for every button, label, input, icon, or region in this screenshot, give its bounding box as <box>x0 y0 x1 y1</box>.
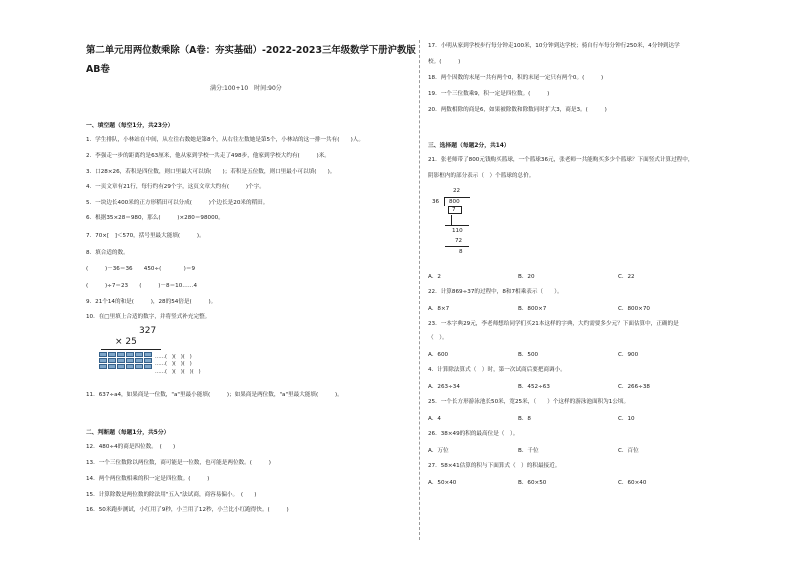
question-22-options <box>428 304 758 312</box>
section-true-false: 二、判断题（每题1分，共5分） <box>86 430 170 436</box>
question-3: 3．口28×26，若积是四位数，则口里最大可以填( )；若积是五位数，则口里最小可以填( )。 <box>86 169 336 175</box>
grid-cell <box>108 352 116 357</box>
option-b[interactable]: B．452÷63 <box>518 384 550 390</box>
question-6: 6．根据35×28＝980，那么( )×280＝98000。 <box>86 215 224 221</box>
option-b[interactable]: B．8 <box>518 416 531 422</box>
option-c[interactable]: C．800×70 <box>618 306 650 312</box>
grid-cell <box>135 352 143 357</box>
option-b[interactable]: B．60×50 <box>518 480 547 486</box>
option-a[interactable]: A．8×7 <box>428 306 450 312</box>
question-24-options <box>428 382 758 390</box>
ld-subtract-2: 72 <box>455 238 463 244</box>
option-a[interactable]: A．263÷34 <box>428 384 460 390</box>
question-25: 25．一个长方形游泳池长50米，宽25米，（ ）个这样的游泳池面积为1公顷。 <box>428 399 630 405</box>
question-4: 4．一页文章有21行，每行约有29个字，这页文章大约有( )个字。 <box>86 184 265 190</box>
question-23: 23．一本字典29元，李老师想给同学们买21本这样的字典，大约需要多少元？下面估算中，正确的是 <box>428 321 679 327</box>
question-26: 26．38×49的积的最高位是（ ）。 <box>428 431 519 437</box>
grid-cell <box>99 352 107 357</box>
question-8-row-a: ( )－36＝36 450÷( )＝9 <box>86 266 196 272</box>
grid-cell <box>117 364 125 369</box>
question-15: 15．计算除数是两位数的除法用"五入"法试商，商容易偏小。 ( ) <box>86 492 257 498</box>
question-9: 9．21个14的和是( )，28的54倍是( )。 <box>86 299 217 305</box>
grid-cell <box>126 352 134 357</box>
grid-cell <box>135 364 143 369</box>
mult-row-2: ……( )( )( ) <box>155 361 192 367</box>
option-b[interactable]: B．千位 <box>518 448 539 454</box>
question-8: 8．填合适的数。 <box>86 250 129 256</box>
question-18: 18．两个因数的末尾一共有两个0，积的末尾一定只有两个0。( ) <box>428 75 604 81</box>
ld-bracket <box>444 197 445 206</box>
question-11: 11．637÷a4，如果商是一位数，"a"里最小能填( )；如果商是两位数，"a"里最大能填( )。 <box>86 392 343 398</box>
question-21-options <box>428 272 758 280</box>
question-12: 12．480÷4的商是四位数。 ( ) <box>86 444 176 450</box>
grid-cell <box>144 364 152 369</box>
grid-cell <box>135 358 143 363</box>
question-24: 4．计算除法算式（ ）时，第一次试商后要把商调小。 <box>428 367 566 373</box>
question-16: 16．50米跑步测试，小红用了9秒，小兰用了12秒，小兰比小红跑得快。( ) <box>86 507 289 513</box>
question-14: 14．两个两位数相乘的积一定是四位数。( ) <box>86 476 210 482</box>
mult-rule <box>101 349 161 350</box>
grid-cell <box>117 352 125 357</box>
option-a[interactable]: A．50×40 <box>428 480 457 486</box>
question-5: 5．一块边长400米的正方形稻田可以分成( )个边长是20米的稻田。 <box>86 200 269 206</box>
mult-row-1: ……( )( )( ) <box>155 354 192 360</box>
question-8-row-b: ( )÷7＝23 ( )－8＝10……4 <box>86 283 198 289</box>
option-a[interactable]: A．2 <box>428 274 441 280</box>
ld-dividend: 800 <box>449 199 460 205</box>
grid-cell <box>108 364 116 369</box>
ld-remainder-1: 110 <box>452 228 463 234</box>
option-a[interactable]: A．4 <box>428 416 441 422</box>
question-23-options <box>428 350 758 358</box>
question-1: 1．学生排队，小林站在中间，从左往右数她是第8个，从右往左数她是第5个，小林站的这一排一共有( )人。 <box>86 137 364 143</box>
question-7: 7．70×[ ]＜570，括号里最大能填( )。 <box>86 233 205 239</box>
section-fill-in: 一、填空题（每空1分，共23分） <box>86 123 174 129</box>
question-23-cont: （ ）。 <box>428 335 448 341</box>
grid-cell <box>144 352 152 357</box>
question-10: 10．在□里填上合适的数字，并将竖式补充完整。 <box>86 314 211 320</box>
option-c[interactable]: C．10 <box>618 416 635 422</box>
mult-top-number: 327 <box>139 326 157 336</box>
question-26-options <box>428 446 758 454</box>
ld-rule-2 <box>445 246 469 247</box>
option-c[interactable]: C．900 <box>618 352 639 358</box>
ld-rule-1 <box>445 225 469 226</box>
question-21: 21．张老师带了800元钱购买篮球，一个篮球36元，张老师一共能购买多少个篮球？下面竖式计算过程中， <box>428 157 694 163</box>
question-17-cont: 校。( ) <box>428 59 461 65</box>
grid-cell <box>99 364 107 369</box>
question-27-options <box>428 478 758 486</box>
option-c[interactable]: C．266÷38 <box>618 384 650 390</box>
option-c[interactable]: C．60×40 <box>618 480 647 486</box>
option-a[interactable]: A．万位 <box>428 448 449 454</box>
question-21-cont: 阴影框内的部分表示（ ）个篮球的总价。 <box>428 173 535 179</box>
question-27: 27．58×41估算的积与下面算式（ ）的积最接近。 <box>428 463 561 469</box>
ld-quotient: 22 <box>453 188 461 194</box>
section-multiple-choice: 三、选择题（每题2分，共14） <box>428 143 510 149</box>
ld-subtract-1: 7 <box>452 207 456 213</box>
mult-bottom-number: × 25 <box>115 337 137 347</box>
option-b[interactable]: B．500 <box>518 352 539 358</box>
question-19: 19．一个三位数乘9，积一定是四位数。( ) <box>428 91 550 97</box>
option-b[interactable]: B．800×7 <box>518 306 547 312</box>
grid-cell <box>126 358 134 363</box>
mult-row-3: ……( )( )( )( ) <box>155 369 201 375</box>
grid-cell <box>126 364 134 369</box>
ld-left-rule <box>451 215 452 225</box>
column-divider <box>419 40 420 540</box>
option-c[interactable]: C．百位 <box>618 448 639 454</box>
option-b[interactable]: B．20 <box>518 274 535 280</box>
grid-cell <box>117 358 125 363</box>
ld-divisor: 36 <box>432 199 440 205</box>
question-20: 20．两数相除的商是6，如果被除数和除数同时扩大3，商是3。( ) <box>428 107 607 113</box>
ld-remainder-2: 8 <box>459 249 463 255</box>
page-title: 第二单元用两位数乘除（A卷：夯实基础）-2022-2023三年级数学下册沪教版AB卷 <box>86 45 416 75</box>
grid-cell <box>144 358 152 363</box>
page-subtitle: 满分:100+10 时间:90分 <box>210 85 282 92</box>
question-17: 17．小明从家到学校步行每分钟走100米，10分钟到达学校；骑自行车每分钟行250米，4分钟到达学 <box>428 43 680 49</box>
long-division-figure <box>430 188 490 260</box>
question-25-options <box>428 414 758 422</box>
multiplication-figure <box>99 326 219 376</box>
grid-cell <box>108 358 116 363</box>
question-2: 2．李强走一步的距离约是63厘米，他从家到学校一共走了498步，他家到学校大约有( )米。 <box>86 153 330 159</box>
question-13: 13．一个三位数除以两位数，商可能是一位数，也可能是两位数。( ) <box>86 460 271 466</box>
question-22: 22．计算869÷37的过程中，8和7相乘表示（ ）。 <box>428 289 563 295</box>
option-a[interactable]: A．600 <box>428 352 449 358</box>
option-c[interactable]: C．22 <box>618 274 635 280</box>
ld-top-rule <box>444 197 470 198</box>
grid-cell <box>99 358 107 363</box>
mult-block-grid <box>99 352 152 369</box>
